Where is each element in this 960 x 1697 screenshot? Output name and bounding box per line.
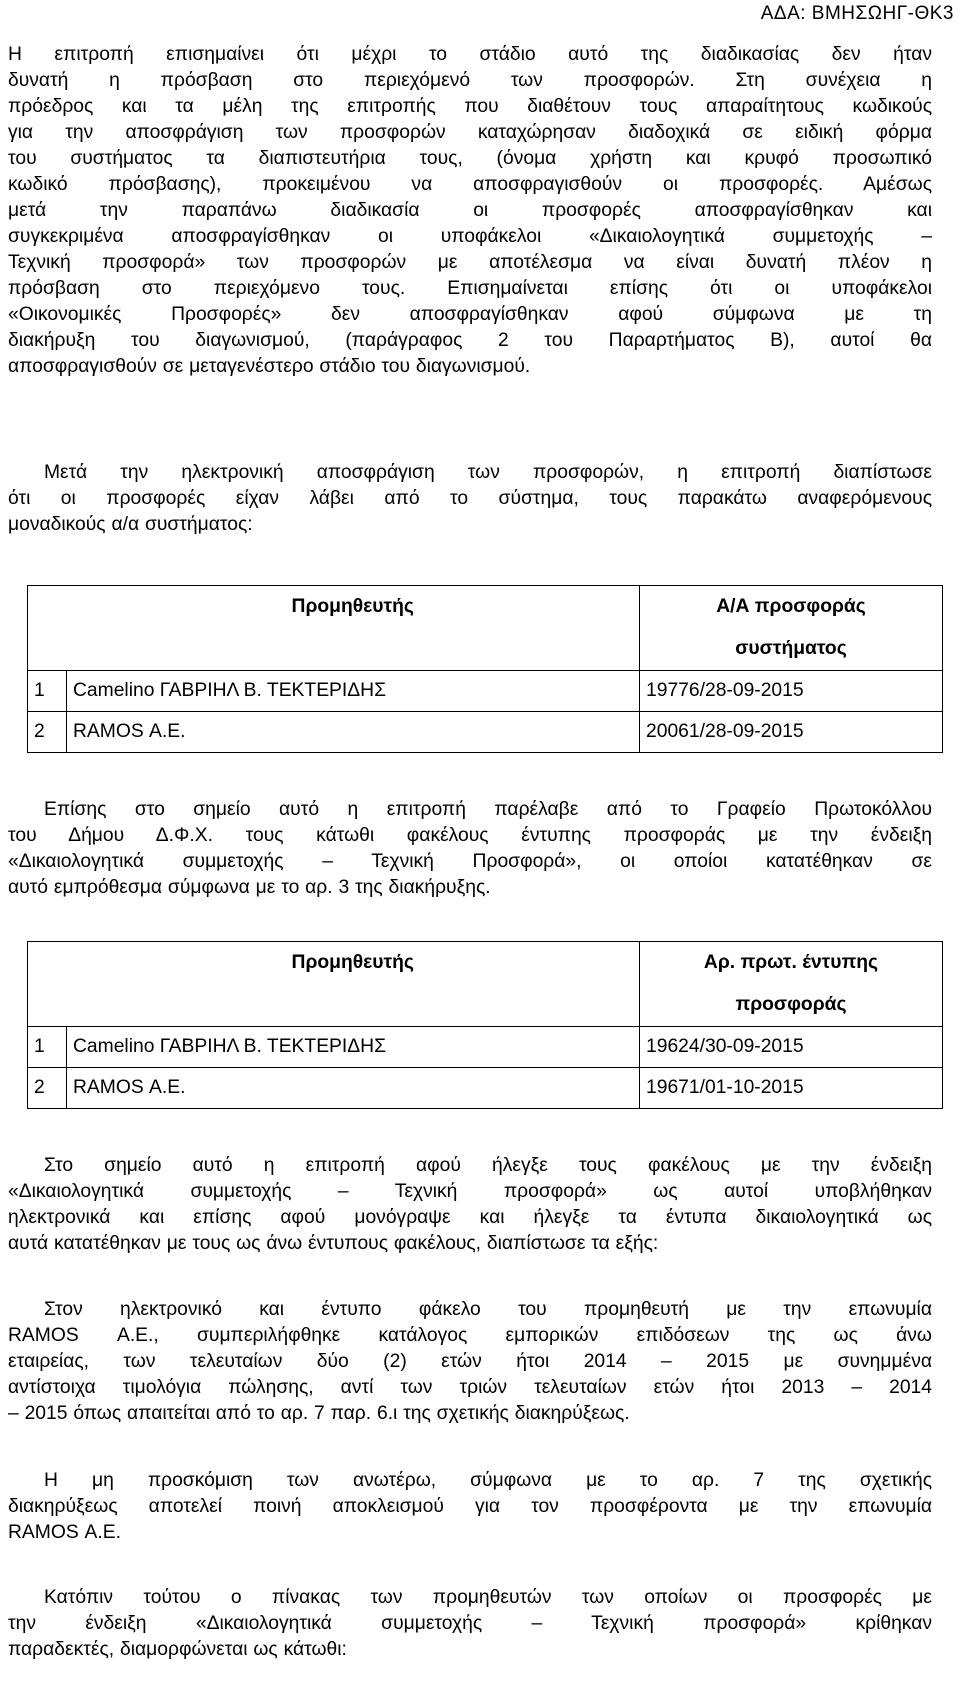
- table-row: [28, 671, 943, 712]
- table-header-row: [28, 942, 943, 1027]
- header-protocol-line2: προσφοράς: [735, 994, 847, 1015]
- offer-id: 19776/28-09-2015: [640, 671, 943, 712]
- ada-code: ΑΔΑ: ΒΜΗΣΩΗΓ-ΘΚ3: [760, 3, 954, 24]
- supplier-name: RAMOS Α.Ε.: [67, 1068, 640, 1109]
- text-line: – 2015 όπως απαιτείται από το αρ. 7 παρ. 6.ι της σχετικής διακηρύξεως.: [8, 1403, 630, 1424]
- offer-id: 20061/28-09-2015: [640, 712, 943, 753]
- text-line: του συστήματος τα διαπιστευτήρια τους, (όνομα χρήστη και κρυφό προσωπικό: [8, 148, 932, 169]
- row-number: 1: [28, 1027, 67, 1068]
- row-number: 1: [28, 671, 67, 712]
- system-ids-table: [27, 585, 943, 753]
- text-line: Στο σημείο αυτό η επιτροπή αφού ήλεγξε τους φακέλους με την ένδειξη: [44, 1155, 932, 1176]
- text-line: δυνατή η πρόσβαση στο περιεχόμενό των προσφορών. Στη συνέχεια η: [8, 70, 932, 91]
- table-row: [28, 1027, 943, 1068]
- row-number: 2: [28, 712, 67, 753]
- text-line: αυτά κατατέθηκαν με τους ως άνω έντυπους φακέλους, διαπίστωσε τα εξής:: [8, 1233, 659, 1254]
- protocol-number: 19671/01-10-2015: [640, 1068, 943, 1109]
- text-line: μοναδικούς α/α συστήματος:: [8, 514, 253, 535]
- text-line: ηλεκτρονικά και επίσης αφού μονόγραψε και ήλεγξε τα έντυπα δικαιολογητικά ως: [8, 1207, 932, 1228]
- text-line: εταιρείας, των τελευταίων δύο (2) ετών ήτοι 2014 – 2015 με συνημμένα: [8, 1351, 932, 1372]
- table-header-row: [28, 586, 943, 671]
- table-row: [28, 1068, 943, 1109]
- text-line: Η επιτροπή επισημαίνει ότι μέχρι το στάδιο αυτό της διαδικασίας δεν ήταν: [8, 44, 932, 65]
- paragraph-checks: [8, 1153, 932, 1257]
- paragraph-conclusion: [8, 1585, 932, 1663]
- paragraph-unsealing: [8, 42, 932, 380]
- text-line: «Δικαιολογητικά συμμετοχής – Τεχνική Προσφορά», οι οποίοι κατατέθηκαν σε: [8, 851, 932, 872]
- table-row: [28, 712, 943, 753]
- text-line: διακηρύξεως αποτελεί ποινή αποκλεισμού για τον προσφέροντα με την επωνυμία: [8, 1496, 932, 1517]
- text-line: Στον ηλεκτρονικό και έντυπο φάκελο του προμηθευτή με την επωνυμία: [44, 1299, 932, 1320]
- paragraph-system-ids: [8, 460, 932, 538]
- text-line: την ένδειξη «Δικαιολογητικά συμμετοχής – Τεχνική προσφορά» κρίθηκαν: [8, 1613, 932, 1634]
- text-line: Κατόπιν τούτου ο πίνακας των προμηθευτών των οποίων οι προσφορές με: [44, 1587, 932, 1608]
- printed-offers-table: [27, 941, 943, 1109]
- header-offer-id: [640, 586, 943, 671]
- text-line: Η μη προσκόμιση των ανωτέρω, σύμφωνα με το αρ. 7 της σχετικής: [44, 1470, 932, 1491]
- text-line: Μετά την ηλεκτρονική αποσφράγιση των προσφορών, η επιτροπή διαπίστωσε: [44, 462, 932, 483]
- header-protocol-line1: Αρ. πρωτ. έντυπης: [703, 952, 879, 973]
- protocol-number: 19624/30-09-2015: [640, 1027, 943, 1068]
- header-supplier: Προμηθευτής: [67, 586, 640, 671]
- text-line: κωδικό πρόσβασης), προκειμένου να αποσφραγισθούν οι προσφορές. Αμέσως: [8, 174, 932, 195]
- text-line: Επίσης στο σημείο αυτό η επιτροπή παρέλαβε από το Γραφείο Πρωτοκόλλου: [44, 799, 932, 820]
- supplier-name: RAMOS Α.Ε.: [67, 712, 640, 753]
- text-line: Τεχνική προσφορά» των προσφορών με αποτέλεσμα να είναι δυνατή πλέον η: [8, 252, 932, 273]
- text-line: για την αποσφράγιση των προσφορών καταχώρησαν διαδοχικά σε ειδική φόρμα: [8, 122, 932, 143]
- supplier-name: Camelino ΓΑΒΡΙΗΛ Β. ΤΕΚΤΕΡΙΔΗΣ: [67, 671, 640, 712]
- row-number: 2: [28, 1068, 67, 1109]
- header-num-cell: [28, 942, 67, 1027]
- text-line: «Οικονομικές Προσφορές» δεν αποσφραγίσθηκαν αφού σύμφωνα με τη: [8, 304, 932, 325]
- text-line: αυτό εμπρόθεσμα σύμφωνα με το αρ. 3 της διακήρυξης.: [8, 877, 491, 898]
- text-line: παραδεκτές, διαμορφώνεται ως κάτωθι:: [8, 1639, 347, 1660]
- text-line: διακήρυξη του διαγωνισμού, (παράγραφος 2 του Παραρτήματος Β), αυτοί θα: [8, 330, 932, 351]
- header-supplier: Προμηθευτής: [67, 942, 640, 1027]
- text-line: RAMOS Α.Ε.: [8, 1522, 121, 1543]
- text-line: ότι οι προσφορές είχαν λάβει από το σύστημα, τους παρακάτω αναφερόμενους: [8, 488, 932, 509]
- text-line: πρόεδρος και τα μέλη της επιτροπής που διαθέτουν τους απαραίτητους κωδικούς: [8, 96, 932, 117]
- header-protocol-number: [640, 942, 943, 1027]
- header-offer-id-line1: Α/Α προσφοράς: [716, 596, 866, 617]
- text-line: αντίστοιχα τιμολόγια πώλησης, αντί των τριών τελευταίων ετών ήτοι 2013 – 2014: [8, 1377, 932, 1398]
- text-line: RAMOS Α.Ε., συμπεριλήφθηκε κατάλογος εμπορικών επιδόσεων της ως άνω: [8, 1325, 932, 1346]
- text-line: πρόσβαση στο περιεχόμενο τους. Επισημαίνεται επίσης ότι οι υποφάκελοι: [8, 278, 932, 299]
- text-line: του Δήμου Δ.Φ.Χ. τους κάτωθι φακέλους έντυπης προσφοράς με την ένδειξη: [8, 825, 932, 846]
- header-offer-id-line2: συστήματος: [735, 638, 847, 659]
- paragraph-exclusion: [8, 1468, 932, 1546]
- supplier-name: Camelino ΓΑΒΡΙΗΛ Β. ΤΕΚΤΕΡΙΔΗΣ: [67, 1027, 640, 1068]
- paragraph-printed-offers: [8, 797, 932, 901]
- paragraph-ramos-finding: [8, 1297, 932, 1427]
- text-line: μετά την παραπάνω διαδικασία οι προσφορές αποσφραγίσθηκαν και: [8, 200, 932, 221]
- text-line: συγκεκριμένα αποσφραγίσθηκαν οι υποφάκελοι «Δικαιολογητικά συμμετοχής –: [8, 226, 932, 247]
- text-line: «Δικαιολογητικά συμμετοχής – Τεχνική προσφορά» ως αυτοί υποβλήθηκαν: [8, 1181, 932, 1202]
- header-num-cell: [28, 586, 67, 671]
- text-line: αποσφραγισθούν σε μεταγενέστερο στάδιο του διαγωνισμού.: [8, 356, 531, 377]
